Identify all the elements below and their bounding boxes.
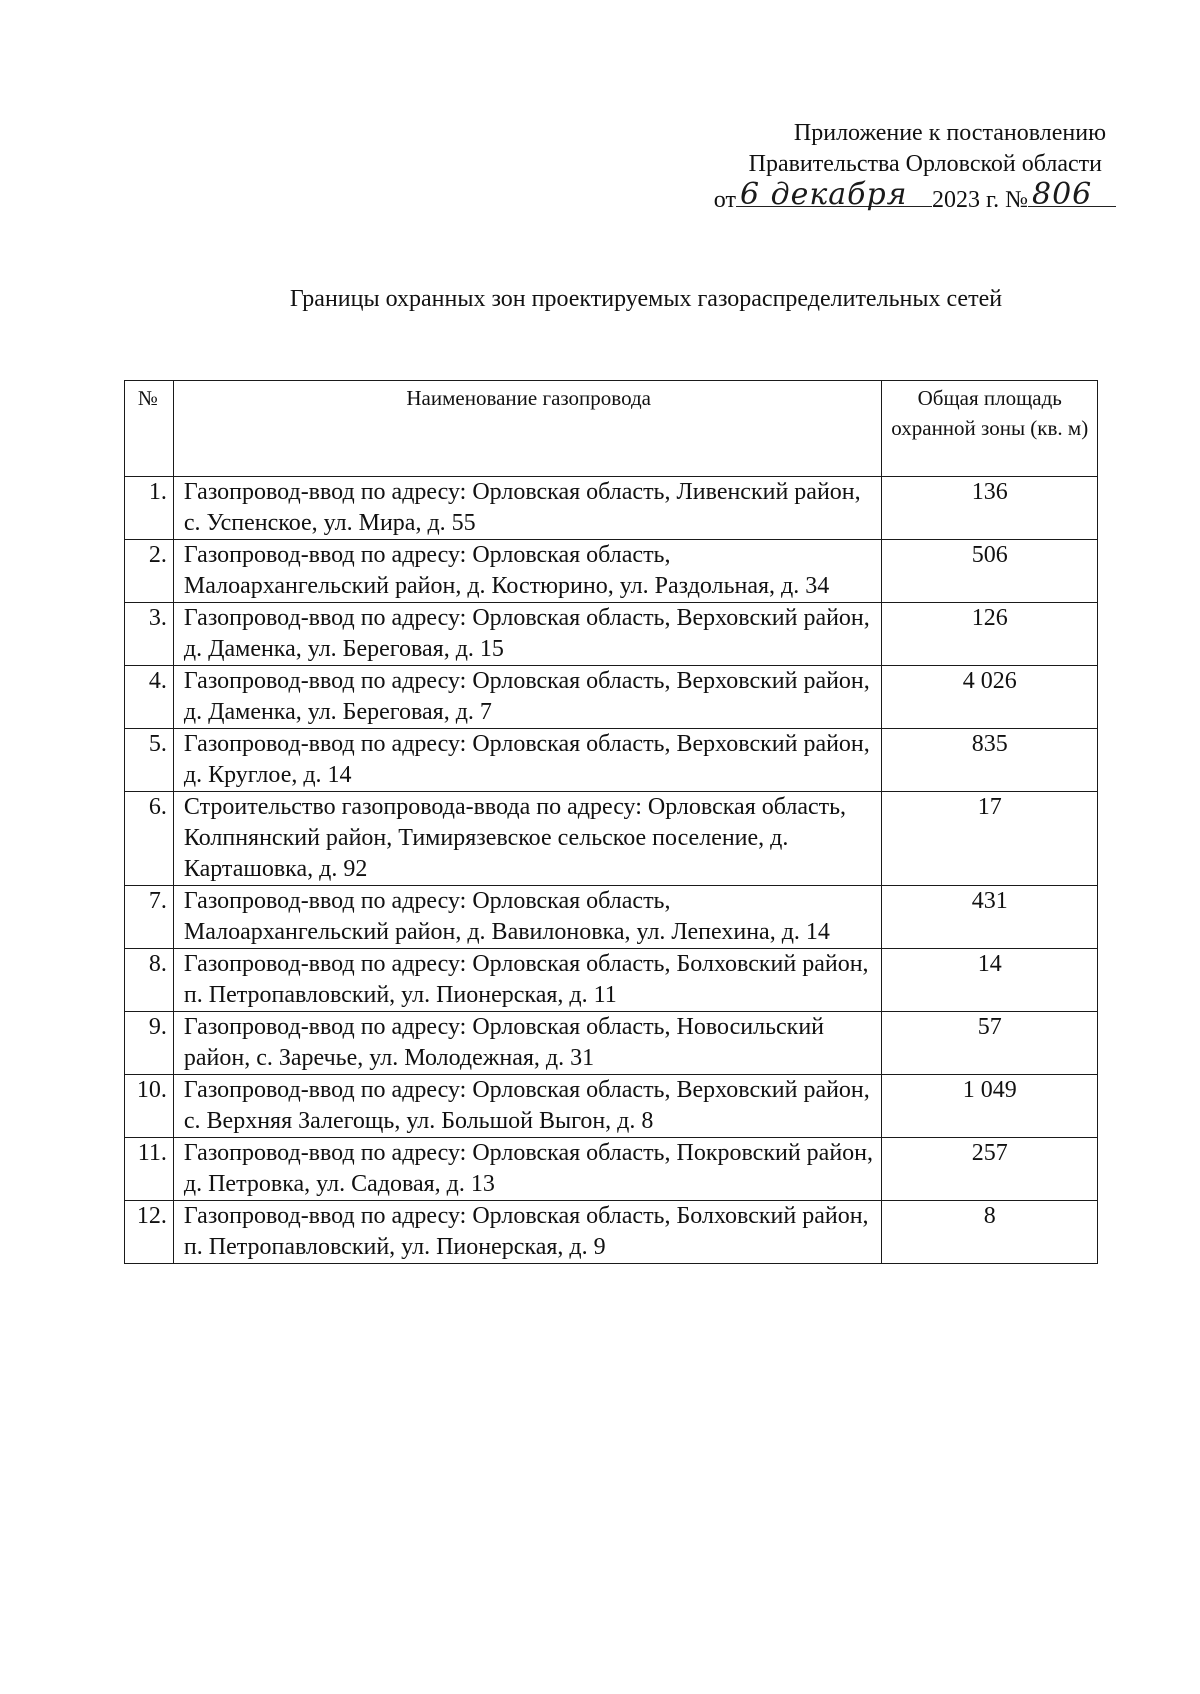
pipeline-name: Газопровод-ввод по адресу: Орловская область, Верховский район, д. Даменка, ул. Береговая, д. 15 [173, 603, 882, 666]
row-number: 5. [125, 729, 174, 792]
table-row [125, 792, 1098, 886]
appendix-line-1: Приложение к постановлению [793, 120, 1106, 146]
number-blank [1028, 177, 1116, 212]
zone-area: 8 [882, 1201, 1098, 1264]
zone-area: 126 [882, 603, 1098, 666]
pipeline-name: Газопровод-ввод по адресу: Орловская область, Малоархангельский район, д. Костюрино, ул. Раздольная, д. 34 [173, 540, 882, 603]
column-header-number: № [125, 381, 174, 477]
appendix-header [600, 118, 1130, 216]
table-row [125, 540, 1098, 603]
table-header-row [125, 381, 1098, 477]
zone-area: 14 [882, 949, 1098, 1012]
zones-table [124, 380, 1098, 1264]
pipeline-name: Газопровод-ввод по адресу: Орловская область, Покровский район, д. Петровка, ул. Садовая, д. 13 [173, 1138, 882, 1201]
handwritten-number: 806 [1032, 177, 1093, 212]
table-row [125, 886, 1098, 949]
row-number: 2. [125, 540, 174, 603]
pipeline-name: Газопровод-ввод по адресу: Орловская область, Болховский район, п. Петропавловский, ул. Пионерская, д. 11 [173, 949, 882, 1012]
table-row [125, 1012, 1098, 1075]
row-number: 3. [125, 603, 174, 666]
zone-area: 431 [882, 886, 1098, 949]
document-title: Границы охранных зон проектируемых газораспределительных сетей [289, 286, 1003, 312]
row-number: 9. [125, 1012, 174, 1075]
pipeline-name: Газопровод-ввод по адресу: Орловская область, Верховский район, д. Даменка, ул. Береговая, д. 7 [173, 666, 882, 729]
appendix-line-3 [600, 177, 1130, 216]
row-number: 8. [125, 949, 174, 1012]
row-number: 7. [125, 886, 174, 949]
row-number: 6. [125, 792, 174, 886]
zone-area: 17 [882, 792, 1098, 886]
table-row [125, 949, 1098, 1012]
pipeline-name: Газопровод-ввод по адресу: Орловская область, Малоархангельский район, д. Вавилоновка, ул. Лепехина, д. 14 [173, 886, 882, 949]
table-row [125, 1075, 1098, 1138]
zone-area: 136 [882, 477, 1098, 540]
table-row [125, 477, 1098, 540]
zone-area: 257 [882, 1138, 1098, 1201]
table-row [125, 603, 1098, 666]
date-blank [736, 177, 932, 212]
year-number-label: 2023 г. № [931, 187, 1028, 213]
pipeline-name: Газопровод-ввод по адресу: Орловская область, Новосильский район, с. Заречье, ул. Молодежная, д. 31 [173, 1012, 882, 1075]
pipeline-name: Газопровод-ввод по адресу: Орловская область, Верховский район, д. Круглое, д. 14 [173, 729, 882, 792]
table-row [125, 729, 1098, 792]
zone-area: 835 [882, 729, 1098, 792]
table-row [125, 666, 1098, 729]
row-number: 11. [125, 1138, 174, 1201]
handwritten-date: 6 декабря [739, 177, 908, 212]
date-prefix: от [713, 187, 736, 213]
column-header-name: Наименование газопровода [173, 381, 882, 477]
pipeline-name: Газопровод-ввод по адресу: Орловская область, Ливенский район, с. Успенское, ул. Мира, д. 55 [173, 477, 882, 540]
row-number: 10. [125, 1075, 174, 1138]
zone-area: 4 026 [882, 666, 1098, 729]
column-header-area: Общая площадь охранной зоны (кв. м) [882, 381, 1098, 477]
zone-area: 506 [882, 540, 1098, 603]
row-number: 4. [125, 666, 174, 729]
table-row [125, 1201, 1098, 1264]
pipeline-name: Газопровод-ввод по адресу: Орловская область, Болховский район, п. Петропавловский, ул. Пионерская, д. 9 [173, 1201, 882, 1264]
appendix-line-2: Правительства Орловской области [748, 151, 1102, 177]
zone-area: 57 [882, 1012, 1098, 1075]
row-number: 1. [125, 477, 174, 540]
table-row [125, 1138, 1098, 1201]
zone-area: 1 049 [882, 1075, 1098, 1138]
pipeline-name: Газопровод-ввод по адресу: Орловская область, Верховский район, с. Верхняя Залегощь, ул. Большой Выгон, д. 8 [173, 1075, 882, 1138]
row-number: 12. [125, 1201, 174, 1264]
pipeline-name: Строительство газопровода-ввода по адресу: Орловская область, Колпнянский район, Тимирязевское сельское поселение, д. Карташовка, д. 92 [173, 792, 882, 886]
